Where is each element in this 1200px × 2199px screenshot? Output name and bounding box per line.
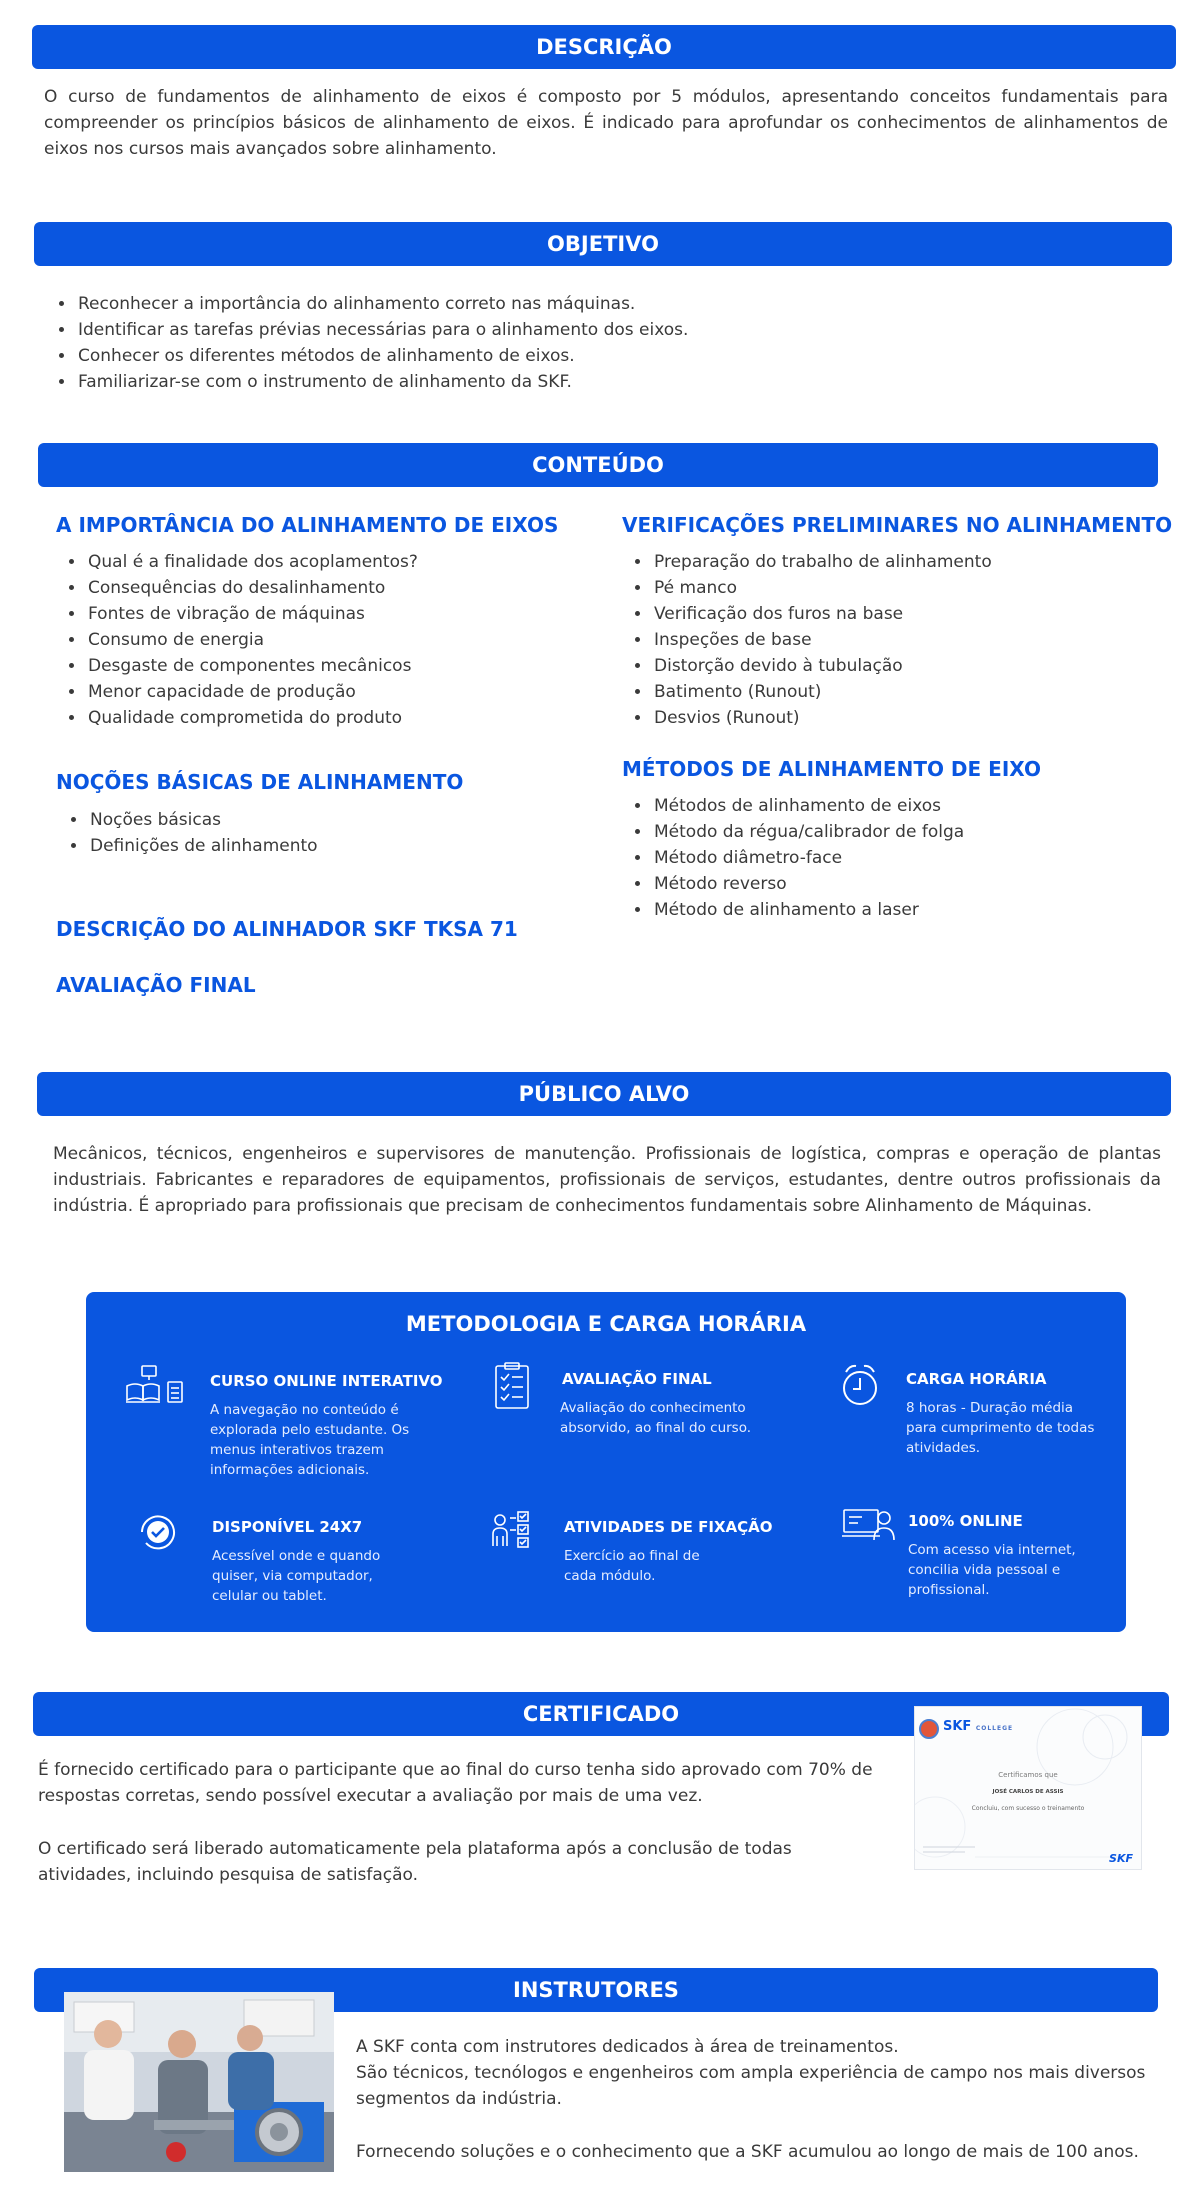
list-item: • Método reverso (652, 871, 1156, 897)
check-refresh-icon (136, 1510, 196, 1560)
list-item: • Definições de alinhamento (88, 833, 572, 859)
list-item: • Desgaste de componentes mecânicos (86, 653, 570, 679)
list-item: • Distorção devido à tubulação (652, 653, 1156, 679)
clipboard-checklist-icon (494, 1362, 554, 1412)
section-header-certificado: CERTIFICADO (33, 1692, 1169, 1736)
college-logo-text: COLLEGE (975, 1725, 1014, 1732)
module-title: DESCRIÇÃO DO ALINHADOR SKF TKSA 71 (56, 917, 518, 941)
methodology-item-text: Acessível onde e quando quiser, via computador, celular ou tablet. (212, 1548, 381, 1604)
methodology-item (842, 1362, 1112, 1472)
module-title: MÉTODOS DE ALINHAMENTO DE EIXO (622, 757, 1041, 781)
list-item: • Consequências do desalinhamento (86, 575, 570, 601)
list-item: • Menor capacidade de produção (86, 679, 570, 705)
list-item: • Método diâmetro-face (652, 845, 1156, 871)
audience-text: Mecânicos, técnicos, engenheiros e supervisores de manutenção. Profissionais de logística, compras e operação de plantas industriais. Fabricantes e reparadores de equipamentos, profissionais de serviços, estudantes, dentre outros profissionais da indústria. É apropriado para profissionais que precisam de conhecimentos fundamentais sobre Alinhamento de Máquinas. (53, 1144, 1161, 1216)
description-text: O curso de fundamentos de alinhamento de eixos é composto por 5 módulos, apresentando conceitos fundamentais para compreender os princípios básicos de alinhamento de eixos. É indicado para aprofundar os conhecimentos de alinhamentos de eixos nos cursos mais avançados sobre alinhamento. (44, 87, 1168, 159)
methodology-item-title: CURSO ONLINE INTERATIVO (210, 1372, 443, 1390)
methodology-item (842, 1504, 1112, 1614)
certificate-line: JOSÉ CARLOS DE ASSIS (992, 1789, 1064, 1795)
list-item: • Inspeções de base (652, 627, 1156, 653)
methodology-item-text: Exercício ao final de cada módulo. (564, 1548, 700, 1584)
list-item: • Consumo de energia (86, 627, 570, 653)
certificate-corner-logo: SKF (1109, 1852, 1133, 1865)
list-item: • Verificação dos furos na base (652, 601, 1156, 627)
section-header-descricao: DESCRIÇÃO (32, 25, 1176, 69)
methodology-item (494, 1362, 794, 1472)
online-course-icon (124, 1364, 184, 1414)
instructors-text: São técnicos, tecnólogos e engenheiros com ampla experiência de campo nos mais diversos segmentos da indústria. (356, 2063, 1146, 2109)
list-item: • Batimento (Runout) (652, 679, 1156, 705)
list-item: • Familiarizar-se com o instrumento de alinhamento da SKF. (76, 369, 1140, 395)
list-item: • Método da régua/calibrador de folga (652, 819, 1156, 845)
list-item: • Pé manco (652, 575, 1156, 601)
section-header-publico-alvo: PÚBLICO ALVO (37, 1072, 1171, 1116)
list-item: • Fontes de vibração de máquinas (86, 601, 570, 627)
module-title: VERIFICAÇÕES PRELIMINARES NO ALINHAMENTO (622, 513, 1173, 537)
methodology-item-text: Com acesso via internet, concilia vida pessoal e profissional. (908, 1542, 1076, 1598)
module-list (52, 807, 572, 859)
list-item: • Métodos de alinhamento de eixos (652, 793, 1156, 819)
instructors-text: Fornecendo soluções e o conhecimento que a SKF acumulou ao longo de mais de 100 anos. (356, 2142, 1139, 2162)
list-item: • Qual é a finalidade dos acoplamentos? (86, 549, 570, 575)
alarm-clock-icon (842, 1362, 902, 1412)
list-item: • Método de alinhamento a laser (652, 897, 1156, 923)
methodology-item-title: AVALIAÇÃO FINAL (562, 1370, 712, 1388)
certificate-line: Certificamos que (998, 1771, 1058, 1779)
methodology-item-text: 8 horas - Duração média para cumprimento de todas atividades. (906, 1400, 1095, 1456)
module-title: AVALIAÇÃO FINAL (56, 973, 256, 997)
module-list (616, 793, 1156, 923)
list-item: • Noções básicas (88, 807, 572, 833)
methodology-item (136, 1510, 456, 1620)
certificate-logo (943, 1719, 1013, 1734)
list-item: • Qualidade comprometida do produto (86, 705, 570, 731)
methodology-item-text: Avaliação do conhecimento absorvido, ao final do curso. (560, 1400, 752, 1436)
section-header-conteudo: CONTEÚDO (38, 443, 1158, 487)
section-header-instrutores: INSTRUTORES (34, 1968, 1158, 2012)
methodology-item (492, 1510, 792, 1620)
methodology-item-title: 100% ONLINE (908, 1512, 1023, 1530)
list-item: • Preparação do trabalho de alinhamento (652, 549, 1156, 575)
methodology-title: METODOLOGIA E CARGA HORÁRIA (405, 1312, 807, 1336)
methodology-item-title: ATIVIDADES DE FIXAÇÃO (564, 1518, 773, 1536)
laptop-user-icon (842, 1504, 902, 1554)
methodology-panel (86, 1292, 1126, 1632)
module-list (50, 549, 570, 731)
module-list (616, 549, 1156, 731)
certificate-text: O certificado será liberado automaticamente pela plataforma após a conclusão de todas atividades, incluindo pesquisa de satisfação. (38, 1839, 792, 1885)
objective-list (40, 291, 1140, 395)
methodology-item-title: DISPONÍVEL 24X7 (212, 1518, 363, 1536)
certificate-text: É fornecido certificado para o participante que ao final do curso tenha sido aprovado com 70% de respostas corretas, sendo possível executar a avaliação por mais de uma vez. (38, 1760, 873, 1806)
list-item: • Conhecer os diferentes métodos de alinhamento de eixos. (76, 343, 1140, 369)
people-checklist-icon (492, 1510, 552, 1560)
certificate-image (914, 1706, 1142, 1870)
certificate-line: Concluiu, com sucesso o treinamento (971, 1805, 1085, 1812)
section-header-objetivo: OBJETIVO (34, 222, 1172, 266)
instructors-text: A SKF conta com instrutores dedicados à área de treinamentos. (356, 2037, 899, 2057)
instructors-photo (64, 1992, 334, 2172)
list-item: • Desvios (Runout) (652, 705, 1156, 731)
methodology-item (124, 1364, 464, 1478)
module-title: A IMPORTÂNCIA DO ALINHAMENTO DE EIXOS (56, 513, 559, 537)
skf-logo-text: SKF (943, 1719, 972, 1734)
methodology-item-title: CARGA HORÁRIA (906, 1370, 1047, 1388)
list-item: • Reconhecer a importância do alinhamento correto nas máquinas. (76, 291, 1140, 317)
module-title: NOÇÕES BÁSICAS DE ALINHAMENTO (56, 770, 464, 794)
list-item: • Identificar as tarefas prévias necessárias para o alinhamento dos eixos. (76, 317, 1140, 343)
methodology-item-text: A navegação no conteúdo é explorada pelo estudante. Os menus interativos trazem informações adicionais. (210, 1402, 410, 1478)
